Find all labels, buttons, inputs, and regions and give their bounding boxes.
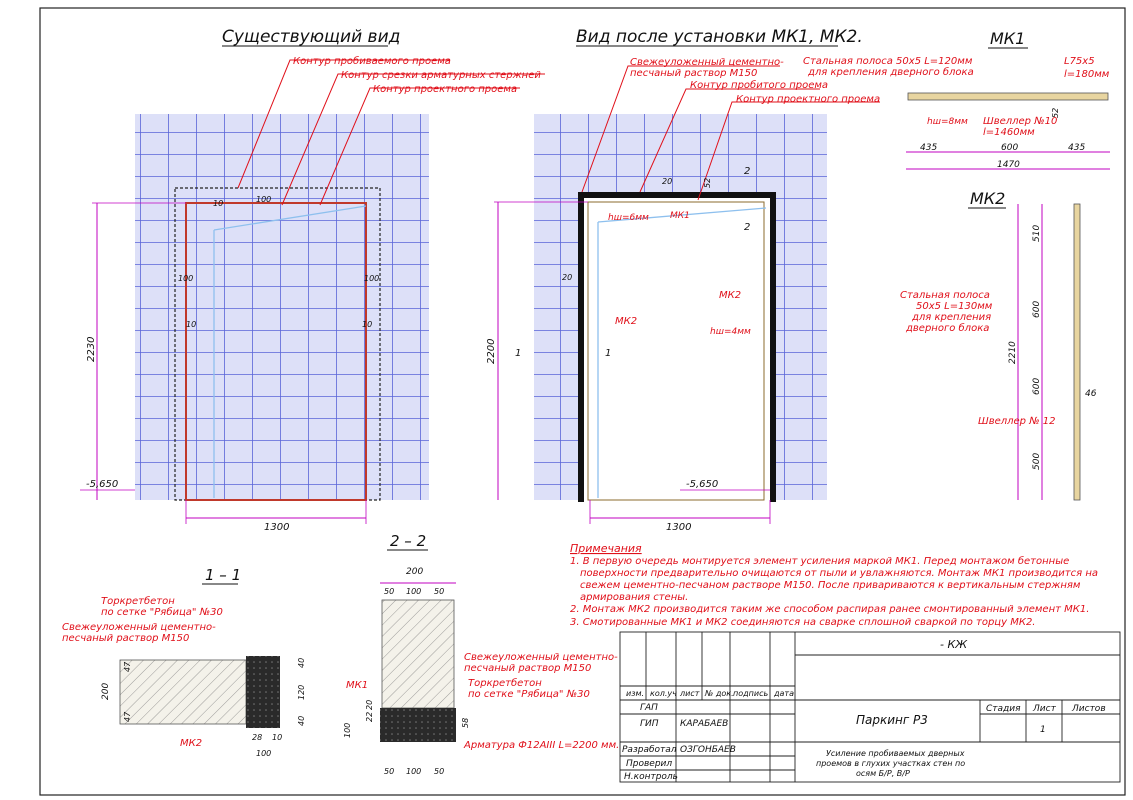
existing-dim-100-top: 100 <box>256 195 272 204</box>
s11-dim-40a: 40 <box>297 657 306 668</box>
s22-dim-50a: 50 <box>384 587 395 596</box>
tb-razrab: Разработал <box>622 745 677 755</box>
s22-dim-50b: 50 <box>434 587 445 596</box>
existing-dim-100-right: 100 <box>364 274 380 283</box>
section-1-1-wall <box>120 660 246 724</box>
mk1-channel <box>908 93 1108 100</box>
s22-dim-22: 22 <box>365 711 374 722</box>
note-1a: 1. В первую очередь монтируется элемент усиления маркой МК1. Перед монтажом бетонные <box>570 556 1070 567</box>
mk2-dim-2210: 2210 <box>1008 341 1018 364</box>
after-cut-1-left: 1 <box>515 348 522 359</box>
tb-list: Лист <box>1033 704 1056 714</box>
s11-dim-10: 10 <box>272 733 283 742</box>
s11-label-shotcrete-b: по сетке "Рябица" №30 <box>101 607 223 618</box>
tb-gap: ГАП <box>640 703 658 713</box>
section-2-2 <box>343 532 619 776</box>
existing-view <box>80 27 545 533</box>
mk1-channel-b: l=1460мм <box>983 127 1035 138</box>
mk2-channel-right <box>770 192 776 502</box>
s22-label-mk1: МК1 <box>346 680 369 691</box>
mk1-dim-1470: 1470 <box>997 160 1020 170</box>
title-block-text <box>622 638 1106 782</box>
mk2-detail <box>900 189 1097 500</box>
section-2-2-channel <box>380 708 456 742</box>
after-callout-design: Контур проектного проема <box>736 94 881 105</box>
after-callout-mortar-a: Свежеуложенный цементно- <box>630 57 784 68</box>
after-callout-punched: Контур пробитого проема <box>690 80 829 91</box>
note-3: 3. Смотированные МК1 и МК2 соединяются на сварке сплошной сваркой по торцу МК2. <box>570 617 1036 628</box>
after-cut-2-top: 2 <box>744 166 751 177</box>
tb-listov: Листов <box>1072 704 1106 714</box>
after-weld-4: hш=4мм <box>710 327 751 337</box>
tb-list-num: 1 <box>1040 725 1046 735</box>
after-dim-20-top: 20 <box>662 177 673 186</box>
s22-label-mortar-b: песчаный раствор М150 <box>464 663 592 674</box>
mk2-channel-label: Швеллер № 12 <box>978 416 1056 427</box>
existing-callout-design: Контур проектного проема <box>373 84 518 95</box>
after-dim-20-left: 20 <box>562 273 573 282</box>
s11-dim-47b: 47 <box>123 711 132 722</box>
s22-dim-20: 20 <box>365 699 374 710</box>
section-2-2-title: 2 – 2 <box>390 532 427 550</box>
after-weld-6: hш=6мм <box>608 213 649 223</box>
s11-dim-200: 200 <box>101 682 111 700</box>
mk2-dim-600a: 600 <box>1032 300 1042 318</box>
mk2-channel-left <box>578 192 584 502</box>
s22-dim-50d: 50 <box>434 767 445 776</box>
s11-dim-100: 100 <box>256 749 272 758</box>
tb-desc-1: Усиление пробиваемых дверных <box>826 749 965 758</box>
after-level: -5,650 <box>686 479 719 490</box>
after-cut-1-right: 1 <box>605 348 612 359</box>
tb-project: Паркинг Р3 <box>856 713 928 727</box>
mk1-dim-52: 52 <box>1051 107 1060 118</box>
existing-dim-10-left: 10 <box>186 320 197 329</box>
notes-title: Примечания <box>570 542 642 555</box>
s22-label-shotcrete-b: по сетке "Рябица" №30 <box>468 689 590 700</box>
mk2-dim-600b: 600 <box>1032 377 1042 395</box>
existing-dim-100-left: 100 <box>178 274 194 283</box>
tb-h-koluch: кол.уч <box>650 689 677 698</box>
mk2-strip-b: 50х5 L=130мм <box>916 301 993 312</box>
section-1-1-channel <box>246 656 280 728</box>
note-1c: свежем цементно-песчаном растворе М150. После привариваются к вертикальным стержням <box>580 580 1081 591</box>
s11-label-mk2: МК2 <box>180 738 203 749</box>
tb-gip-name: КАРАБАЕВ <box>680 719 729 729</box>
tb-h-izm: изм. <box>626 689 645 698</box>
mk2-strip-a: Стальная полоса <box>900 290 990 301</box>
after-callout-mortar-b: песчаный раствор М150 <box>630 68 758 79</box>
existing-dim-10-top: 10 <box>213 199 224 208</box>
s22-dim-100a: 100 <box>406 587 422 596</box>
note-2: 2. Монтаж МК2 производится таким же способом распирая ранее смонтированный элемент МК1. <box>570 604 1090 615</box>
s22-label-mortar-a: Свежеуложенный цементно- <box>464 652 618 663</box>
mk2-channel <box>1074 204 1080 500</box>
mk1-dim-600: 600 <box>1001 143 1019 153</box>
mk2-dim-46: 46 <box>1085 389 1097 399</box>
existing-height-dim: 2230 <box>86 336 97 362</box>
s11-dim-120: 120 <box>297 684 306 700</box>
tb-h-data: дата <box>774 689 794 698</box>
s22-label-rebar: Арматура Ф12АIII L=2200 мм. <box>464 740 620 751</box>
mk1-dim-435b: 435 <box>1068 143 1086 153</box>
after-mk1-label: МК1 <box>670 211 690 221</box>
s22-dim-100b: 100 <box>406 767 422 776</box>
mk2-title: МК2 <box>970 189 1006 208</box>
after-height-dim: 2200 <box>486 338 497 364</box>
mk2-dim-500: 500 <box>1032 452 1042 470</box>
after-cut-2-bottom: 2 <box>744 222 751 233</box>
note-1d: армирования стены. <box>580 592 689 603</box>
notes-block <box>570 542 1098 628</box>
section-2-2-wall <box>382 600 454 708</box>
section-1-1-title: 1 – 1 <box>205 566 242 584</box>
tb-proveril: Проверил <box>626 759 673 769</box>
after-dim-52: 52 <box>703 177 712 188</box>
s11-dim-40b: 40 <box>297 715 306 726</box>
s11-dim-28: 28 <box>252 733 263 742</box>
mk1-note-strip-b: для крепления дверного блока <box>808 67 974 78</box>
mk1-note-angle-a: L75x5 <box>1064 56 1095 67</box>
mk1-note-strip-a: Стальная полоса 50х5 L=120мм <box>803 56 973 67</box>
after-width-dim: 1300 <box>666 522 692 533</box>
mk1-channel-top <box>578 192 776 198</box>
mk1-title: МК1 <box>990 29 1026 48</box>
existing-wall-mesh <box>135 114 429 500</box>
existing-callout-rebar-cut: Контур срезки арматурных стержней <box>341 70 541 81</box>
s22-dim-50c: 50 <box>384 767 395 776</box>
s22-label-shotcrete-a: Торкретбетон <box>468 678 542 689</box>
after-mk2-right-label: МК2 <box>719 290 742 301</box>
note-1b: поверхности предварительно очищаются от пыли и увлажняются. Монтаж МК1 производится на <box>580 568 1098 579</box>
existing-level: -5,650 <box>86 479 119 490</box>
mk2-dim-510: 510 <box>1032 224 1042 242</box>
section-1-1 <box>62 566 306 758</box>
existing-view-title: Существующий вид <box>222 27 401 47</box>
mk2-strip-c: для крепления <box>912 312 992 323</box>
tb-desc-3: осям Б/Р, В/Р <box>856 769 910 778</box>
tb-nkontrol: Н.контроль <box>624 772 678 782</box>
tb-h-ndok: № док. <box>705 689 734 698</box>
mk1-note-angle-b: l=180мм <box>1064 69 1110 80</box>
tb-razrab-name: ОЗГОНБАЕВ <box>680 745 736 755</box>
after-view <box>486 27 880 533</box>
s22-dim-58: 58 <box>461 717 470 728</box>
tb-stadia: Стадия <box>986 704 1021 714</box>
existing-dim-10-right: 10 <box>362 320 373 329</box>
mk1-dim-435a: 435 <box>920 143 938 153</box>
tb-gip: ГИП <box>640 719 659 729</box>
s11-label-mortar-b: песчаный раствор М150 <box>62 633 190 644</box>
after-view-title: Вид после установки МК1, МК2. <box>576 27 863 47</box>
s11-dim-47a: 47 <box>123 661 132 672</box>
mk2-strip-d: дверного блока <box>906 323 990 334</box>
s11-label-shotcrete-a: Торкретбетон <box>101 596 175 607</box>
tb-h-podpis: подпись <box>733 689 769 698</box>
tb-desc-2: проемов в глухих участках стен по <box>816 759 966 768</box>
mk1-channel-a: Швеллер №10 <box>983 116 1058 127</box>
tb-code: - КЖ <box>940 638 968 651</box>
existing-callout-punched: Контур пробиваемого проема <box>293 56 451 67</box>
mk1-weld-8: hш=8мм <box>927 117 968 127</box>
s22-dim-100: 100 <box>343 722 352 738</box>
existing-width-dim: 1300 <box>264 522 290 533</box>
tb-h-list: лист <box>680 689 700 698</box>
after-mk2-left-label: МК2 <box>615 316 638 327</box>
s22-dim-200: 200 <box>406 567 424 577</box>
s11-label-mortar-a: Свежеуложенный цементно- <box>62 622 216 633</box>
